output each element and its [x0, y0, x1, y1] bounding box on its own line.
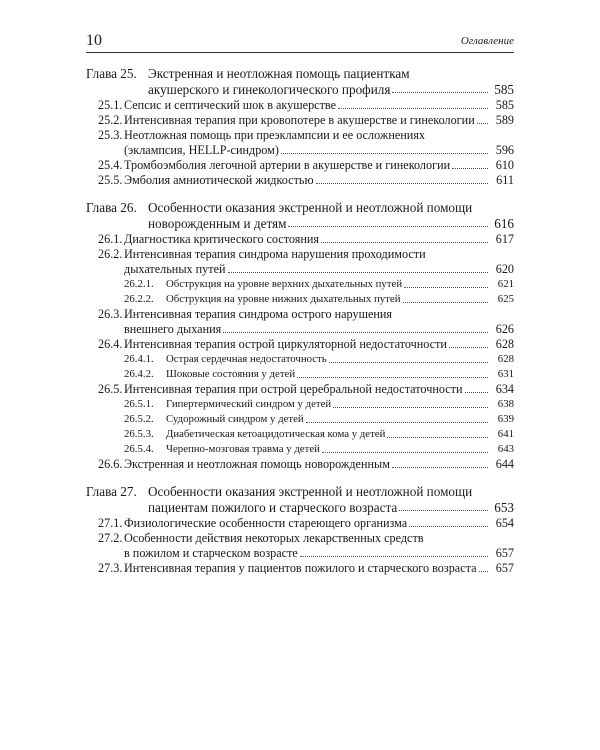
entry-number: 26.4.2.: [124, 368, 154, 380]
entry-number: 25.1.: [98, 98, 123, 112]
dot-leader: [399, 500, 488, 511]
entry-text-wrap: [124, 322, 488, 337]
dot-leader: [333, 397, 488, 408]
page-ref: 611: [496, 173, 514, 187]
section-entry: [86, 158, 514, 173]
page-ref: 628: [497, 353, 514, 365]
dot-leader: [479, 561, 488, 572]
entry-text-wrap: [166, 442, 488, 457]
dot-leader: [306, 412, 488, 423]
entry-text-wrap: [124, 158, 488, 173]
entry-title: Физиологические особенности стареющего организма: [124, 516, 408, 530]
entry-text-wrap: [124, 173, 488, 188]
page-header: [86, 32, 514, 53]
chapter-title-line: [86, 82, 514, 98]
entry-number: 26.5.3.: [124, 428, 154, 440]
page-ref: 625: [497, 293, 514, 305]
entry-text-wrap: [124, 457, 488, 472]
entry-text-wrap: [148, 216, 488, 232]
chapter-title-line: [86, 66, 514, 82]
entry-title: Экстренная и неотложная помощь пациенткам: [148, 66, 410, 81]
section-entry: [86, 516, 514, 531]
entry-title: Неотложная помощь при преэклампсии и ее осложнениях: [124, 128, 426, 142]
dot-leader: [409, 516, 488, 527]
page-ref: 620: [495, 262, 514, 276]
dot-leader: [316, 173, 488, 184]
entry-number: Глава 25.: [86, 66, 137, 81]
entry-text-wrap: [166, 352, 488, 367]
entry-number: 26.5.1.: [124, 398, 154, 410]
subsection-entry: [86, 397, 514, 412]
dot-leader: [465, 382, 488, 393]
dot-leader: [404, 277, 488, 288]
section-entry: [86, 382, 514, 397]
entry-number: 26.4.: [98, 337, 123, 351]
entry-text-wrap: [124, 337, 488, 352]
section-entry: [86, 98, 514, 113]
entry-title: дыхательных путей: [124, 262, 226, 276]
entry-title: Особенности оказания экстренной и неотложной помощи: [148, 200, 473, 215]
page-ref: 638: [497, 398, 514, 410]
chapter-title-line: [86, 500, 514, 516]
entry-number: 26.4.1.: [124, 353, 154, 365]
entry-title: Обструкция на уровне нижних дыхательных путей: [166, 293, 401, 305]
entry-title: Интенсивная терапия у пациентов пожилого и старческого возраста: [124, 561, 477, 575]
entry-text-wrap: [166, 397, 488, 412]
entry-number: Глава 26.: [86, 200, 137, 215]
entry-text-wrap: [124, 247, 488, 262]
dot-leader: [392, 457, 488, 468]
page-ref: 634: [495, 382, 514, 396]
entry-number: 26.5.4.: [124, 443, 154, 455]
entry-text-wrap: [124, 307, 488, 322]
page-ref: 617: [495, 232, 514, 246]
entry-text-wrap: [166, 427, 488, 442]
entry-text-wrap: [166, 367, 488, 382]
entry-number: 26.6.: [98, 457, 123, 471]
subsection-entry: [86, 352, 514, 367]
entry-text-wrap: [124, 98, 488, 113]
table-of-contents: [86, 66, 514, 588]
page-ref: 628: [495, 337, 514, 351]
entry-title: Экстренная и неотложная помощь новорожденным: [124, 457, 390, 471]
dot-leader: [387, 427, 488, 438]
entry-text-wrap: [124, 128, 488, 143]
section-entry: [86, 457, 514, 472]
entry-title: Интенсивная терапия синдрома нарушения проходимости: [124, 247, 426, 261]
subsection-entry: [86, 442, 514, 457]
dot-leader: [449, 337, 488, 348]
entry-title: Особенности действия некоторых лекарственных средств: [124, 531, 424, 545]
chapter-block: [86, 66, 514, 188]
subsection-entry: [86, 427, 514, 442]
entry-title: в пожилом и старческом возрасте: [124, 546, 298, 560]
page-ref: 643: [497, 443, 514, 455]
entry-number: 27.2.: [98, 531, 123, 545]
entry-title: Интенсивная терапия при кровопотере в акушерстве и гинекологии: [124, 113, 475, 127]
entry-number: 26.2.2.: [124, 293, 154, 305]
entry-text-wrap: [166, 412, 488, 427]
entry-title: пациентам пожилого и старческого возраста: [148, 500, 398, 515]
page-ref: 610: [495, 158, 514, 172]
section-entry: [86, 531, 514, 546]
dot-leader: [403, 292, 489, 303]
entry-text-wrap: [148, 66, 488, 82]
dot-leader: [288, 216, 488, 227]
subsection-entry: [86, 277, 514, 292]
entry-title: (эклампсия, HELLP-синдром): [124, 143, 279, 157]
entry-text-wrap: [124, 143, 488, 158]
dot-leader: [322, 442, 488, 453]
entry-number: 27.3.: [98, 561, 123, 575]
chapter-title-line: [86, 216, 514, 232]
dot-leader: [338, 98, 488, 109]
page-number: 10: [86, 32, 102, 49]
page-ref: 657: [495, 561, 514, 575]
entry-title: Черепно-мозговая травма у детей: [166, 443, 320, 455]
entry-title: Острая сердечная недостаточность: [166, 353, 327, 365]
entry-text-wrap: [148, 200, 488, 216]
entry-title: Диагностика критического состояния: [124, 232, 319, 246]
page-ref: 654: [495, 516, 514, 530]
entry-number: 26.5.2.: [124, 413, 154, 425]
entry-number: Глава 27.: [86, 484, 137, 499]
dot-leader: [321, 232, 488, 243]
entry-title: Судорожный синдром у детей: [166, 413, 304, 425]
entry-number: 26.2.: [98, 247, 123, 261]
entry-number: 25.4.: [98, 158, 123, 172]
entry-title: новорожденным и детям: [148, 216, 287, 231]
entry-title: Сепсис и септический шок в акушерстве: [124, 98, 336, 112]
section-entry: [86, 546, 514, 561]
section-entry: [86, 113, 514, 128]
dot-leader: [300, 546, 488, 557]
dot-leader: [297, 367, 488, 378]
entry-text-wrap: [124, 232, 488, 247]
entry-title: Интенсивная терапия острой циркуляторной недостаточности: [124, 337, 447, 351]
running-head: Оглавление: [460, 35, 514, 47]
page-ref: 616: [494, 216, 514, 231]
entry-title: Особенности оказания экстренной и неотложной помощи: [148, 484, 473, 499]
entry-text-wrap: [124, 262, 488, 277]
entry-number: 26.2.1.: [124, 278, 154, 290]
entry-number: 26.5.: [98, 382, 123, 396]
entry-title: Тромбоэмболия легочной артерии в акушерстве и гинекологии: [124, 158, 451, 172]
dot-leader: [281, 143, 488, 154]
page-ref: 657: [495, 546, 514, 560]
entry-text-wrap: [148, 484, 488, 500]
entry-number: 25.5.: [98, 173, 123, 187]
section-entry: [86, 262, 514, 277]
subsection-entry: [86, 292, 514, 307]
entry-title: Интенсивная терапия при острой церебральной недостаточности: [124, 382, 463, 396]
dot-leader: [223, 322, 488, 333]
entry-title: Гипертермический синдром у детей: [166, 398, 332, 410]
dot-leader: [329, 352, 488, 363]
section-entry: [86, 307, 514, 322]
chapter-title-line: [86, 200, 514, 216]
entry-number: 26.1.: [98, 232, 123, 246]
entry-text-wrap: [148, 82, 488, 98]
page-ref: 596: [495, 143, 514, 157]
section-entry: [86, 232, 514, 247]
page-ref: 644: [495, 457, 514, 471]
section-entry: [86, 322, 514, 337]
entry-title: Интенсивная терапия синдрома острого нарушения: [124, 307, 393, 321]
entry-number: 25.2.: [98, 113, 123, 127]
entry-text-wrap: [166, 277, 488, 292]
dot-leader: [228, 262, 488, 273]
entry-text-wrap: [124, 516, 488, 531]
section-entry: [86, 128, 514, 143]
chapter-title-line: [86, 484, 514, 500]
entry-title: акушерского и гинекологического профиля: [148, 82, 391, 97]
dot-leader: [477, 113, 488, 124]
section-entry: [86, 561, 514, 576]
entry-text-wrap: [124, 561, 488, 576]
page-ref: 631: [497, 368, 514, 380]
section-entry: [86, 143, 514, 158]
entry-title: внешнего дыхания: [124, 322, 222, 336]
entry-text-wrap: [124, 546, 488, 561]
entry-title: Диабетическая кетоацидотическая кома у детей: [166, 428, 386, 440]
subsection-entry: [86, 412, 514, 427]
subsection-entry: [86, 367, 514, 382]
entry-title: Обструкция на уровне верхних дыхательных путей: [166, 278, 403, 290]
entry-title: Эмболия амниотической жидкостью: [124, 173, 314, 187]
chapter-block: [86, 484, 514, 576]
entry-text-wrap: [124, 531, 488, 546]
entry-number: 27.1.: [98, 516, 123, 530]
entry-text-wrap: [124, 382, 488, 397]
page-ref: 589: [495, 113, 514, 127]
page-ref: 641: [497, 428, 514, 440]
page-ref: 639: [497, 413, 514, 425]
section-entry: [86, 173, 514, 188]
page-ref: 585: [495, 98, 514, 112]
page-ref: 621: [497, 278, 514, 290]
dot-leader: [392, 82, 488, 93]
entry-title: Шоковые состояния у детей: [166, 368, 296, 380]
section-entry: [86, 337, 514, 352]
page-ref: 585: [494, 82, 514, 97]
dot-leader: [452, 158, 488, 169]
entry-text-wrap: [124, 113, 488, 128]
chapter-block: [86, 200, 514, 472]
entry-text-wrap: [148, 500, 488, 516]
entry-number: 25.3.: [98, 128, 123, 142]
page-ref: 626: [495, 322, 514, 336]
page-ref: 653: [494, 500, 514, 515]
entry-text-wrap: [166, 292, 488, 307]
entry-number: 26.3.: [98, 307, 123, 321]
section-entry: [86, 247, 514, 262]
